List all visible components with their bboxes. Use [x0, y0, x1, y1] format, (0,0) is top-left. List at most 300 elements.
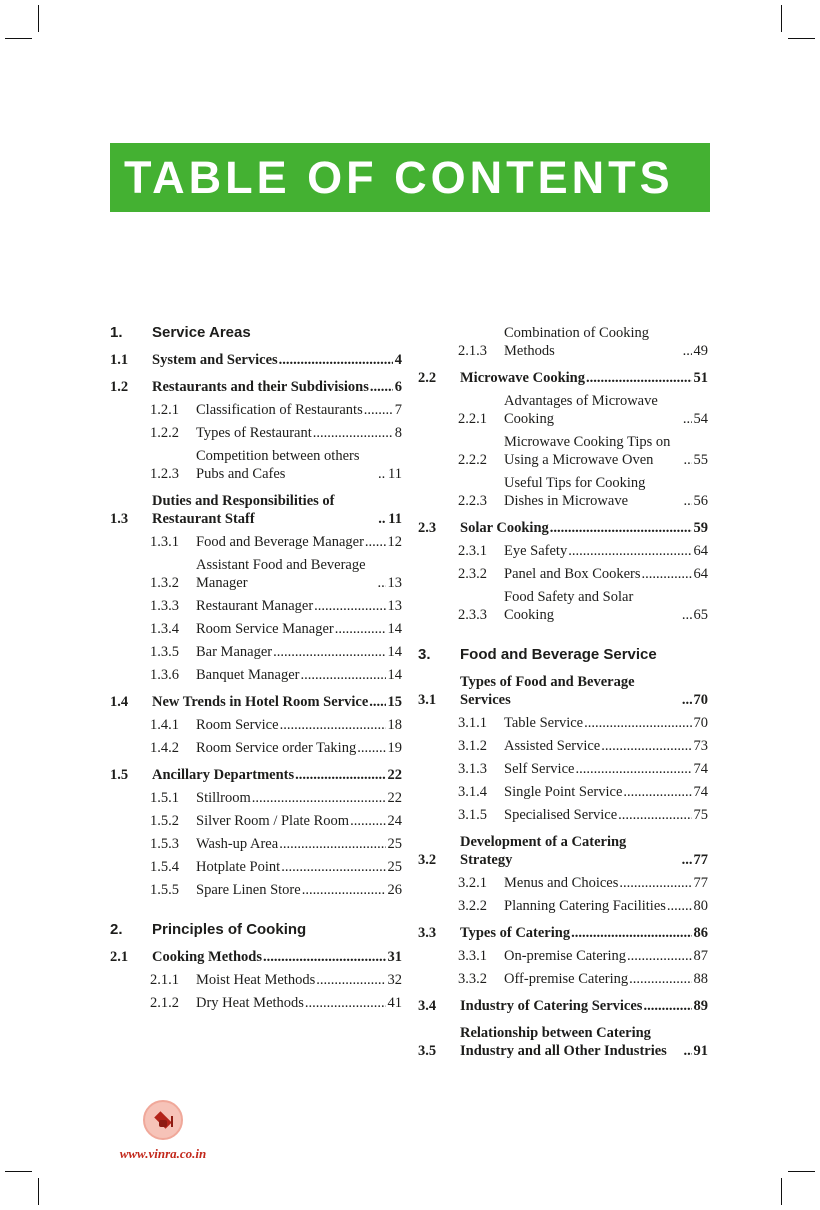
entry-number: 1.3.4 — [150, 621, 179, 637]
graduation-cap-tassel — [171, 1116, 173, 1127]
entry-number: 1.2 — [110, 379, 129, 395]
toc-entry — [110, 351, 402, 369]
entry-number: 1.5.1 — [150, 790, 179, 806]
leader-dots — [279, 351, 393, 369]
leader-dots — [313, 424, 393, 442]
entry-content — [152, 766, 402, 784]
vinra-logo — [143, 1100, 183, 1140]
entry-content — [196, 556, 402, 592]
entry-text: Combination of Cooking Methods — [504, 325, 649, 359]
entry-page: 55 — [693, 452, 708, 468]
leader-dots — [643, 997, 691, 1015]
entry-content — [196, 424, 402, 442]
leader-dots — [571, 924, 691, 942]
leader-dots — [369, 693, 385, 711]
leader-dots — [280, 716, 386, 734]
leader-dots — [364, 401, 393, 419]
leader-dots — [584, 714, 691, 732]
entry-number: 2.1.3 — [458, 343, 487, 359]
leader-dots — [684, 451, 692, 469]
entry-page: 77 — [693, 852, 708, 868]
entry-page: 11 — [388, 511, 402, 527]
entry-content — [504, 947, 708, 965]
leader-dots — [618, 806, 691, 824]
toc-entry — [110, 971, 402, 989]
entry-text: Classification of Restaurants — [196, 402, 363, 418]
toc-entry — [110, 812, 402, 830]
toc-entry — [110, 789, 402, 807]
entry-content — [504, 714, 708, 732]
toc-entry — [418, 565, 708, 583]
entry-page: 4 — [394, 352, 402, 368]
entry-number: 1.2.2 — [150, 425, 179, 441]
entry-page: 59 — [693, 520, 708, 536]
toc-entry — [418, 760, 708, 778]
entry-text: Food and Beverage Manager — [196, 534, 364, 550]
toc-entry — [418, 542, 708, 560]
leader-dots — [302, 881, 386, 899]
toc-entry — [110, 766, 402, 784]
entry-page: 74 — [693, 784, 708, 800]
entry-content — [504, 760, 708, 778]
entry-text: Types of Restaurant — [196, 425, 312, 441]
toc-entry — [110, 666, 402, 684]
leader-dots — [619, 874, 691, 892]
entry-content — [460, 997, 708, 1015]
entry-content — [504, 806, 708, 824]
leader-dots — [586, 369, 692, 387]
entry-page: 13 — [387, 598, 402, 614]
toc-right-column — [418, 324, 708, 1060]
entry-page: 77 — [693, 875, 708, 891]
entry-content — [196, 716, 402, 734]
toc-entry — [418, 783, 708, 801]
toc-entry — [110, 835, 402, 853]
leader-dots — [568, 542, 691, 560]
toc-entry — [110, 556, 402, 592]
entry-text: Restaurant Manager — [196, 598, 314, 614]
toc-entry — [110, 324, 402, 342]
entry-text: Self Service — [504, 761, 575, 777]
entry-content — [504, 542, 708, 560]
entry-page: 74 — [693, 761, 708, 777]
entry-text: Specialised Service — [504, 807, 618, 823]
leader-dots — [684, 492, 692, 510]
entry-page: 51 — [693, 370, 708, 386]
entry-text: Planning Catering Facilities — [504, 898, 666, 914]
entry-content — [196, 533, 402, 551]
leader-dots — [370, 378, 393, 396]
entry-text: Moist Heat Methods — [196, 972, 316, 988]
entry-text: Relationship between Catering Industry and all Other Industries — [460, 1025, 667, 1059]
toc-entry — [110, 597, 402, 615]
entry-page: 65 — [693, 607, 708, 623]
entry-number: 1.4.2 — [150, 740, 179, 756]
entry-text: Hotplate Point — [196, 859, 281, 875]
entry-content — [196, 881, 402, 899]
entry-number: 3.1.5 — [458, 807, 487, 823]
entry-page: 73 — [693, 738, 708, 754]
crop-mark-top-left-h — [5, 38, 32, 39]
toc-entry — [418, 947, 708, 965]
toc-entry — [110, 716, 402, 734]
entry-number: 1.4.1 — [150, 717, 179, 733]
entry-text: Solar Cooking — [460, 520, 549, 536]
entry-text: New Trends in Hotel Room Service — [152, 694, 369, 710]
leader-dots — [357, 739, 385, 757]
leader-dots — [377, 574, 385, 592]
crop-mark-bottom-left-h — [5, 1171, 32, 1172]
leader-dots — [627, 947, 691, 965]
entry-page: 54 — [693, 411, 708, 427]
entry-number: 2.1.2 — [150, 995, 179, 1011]
leader-dots — [683, 342, 692, 360]
entry-page: 26 — [387, 882, 402, 898]
entry-text: Advantages of Microwave Cooking — [504, 393, 658, 427]
entry-content — [152, 378, 402, 396]
entry-page: 11 — [388, 466, 402, 482]
title-banner — [110, 143, 710, 212]
leader-dots — [642, 565, 692, 583]
entry-content — [504, 433, 708, 469]
entry-page: 31 — [387, 949, 402, 965]
entry-content — [152, 351, 402, 369]
entry-text: Food and Beverage Service — [460, 646, 657, 663]
crop-mark-bottom-right-h — [788, 1171, 815, 1172]
entry-text: Cooking Methods — [152, 949, 262, 965]
entry-content — [196, 666, 402, 684]
entry-text: Duties and Responsibilities of Restaurant Staff — [152, 493, 335, 527]
toc-entry — [110, 401, 402, 419]
entry-content — [196, 620, 402, 638]
entry-content — [196, 739, 402, 757]
graduation-cap-base — [159, 1120, 167, 1127]
entry-page: 7 — [394, 402, 402, 418]
entry-text: Principles of Cooking — [152, 921, 307, 938]
crop-mark-top-right-v — [781, 5, 782, 32]
leader-dots — [350, 812, 385, 830]
toc-entry — [418, 369, 708, 387]
entry-page: 91 — [693, 1043, 708, 1059]
entry-number: 1.2.3 — [150, 466, 179, 482]
entry-text: Types of Catering — [460, 925, 571, 941]
entry-content — [196, 447, 402, 483]
leader-dots — [335, 620, 386, 638]
toc-entry — [110, 693, 402, 711]
toc-entry — [418, 997, 708, 1015]
toc-entry — [110, 447, 402, 483]
entry-number: 1.5.2 — [150, 813, 179, 829]
entry-number: 3.2.1 — [458, 875, 487, 891]
entry-page: 14 — [387, 621, 402, 637]
entry-number: 1.1 — [110, 352, 129, 368]
entry-text: Room Service order Taking — [196, 740, 357, 756]
entry-content — [504, 588, 708, 624]
toc-entry — [110, 994, 402, 1012]
entry-page: 22 — [387, 790, 402, 806]
leader-dots — [623, 783, 691, 801]
entry-content — [504, 392, 708, 428]
toc-entry — [418, 433, 708, 469]
entry-text: Assistant Food and Beverage Manager — [196, 557, 366, 591]
leader-dots — [365, 533, 386, 551]
leader-dots — [252, 789, 386, 807]
entry-page: 64 — [693, 566, 708, 582]
entry-text: Panel and Box Cookers — [504, 566, 641, 582]
entry-text: Food Safety and Solar Cooking — [504, 589, 634, 623]
entry-content — [460, 673, 708, 709]
entry-content — [196, 643, 402, 661]
toc-entry — [418, 392, 708, 428]
entry-content — [460, 1024, 708, 1060]
toc-entry — [110, 643, 402, 661]
entry-content — [460, 833, 708, 869]
entry-page: 25 — [387, 859, 402, 875]
entry-content — [196, 835, 402, 853]
entry-page: 8 — [394, 425, 402, 441]
entry-content — [460, 369, 708, 387]
toc-entry — [418, 874, 708, 892]
entry-text: Competition between others Pubs and Cafes — [196, 448, 360, 482]
website-text: www.vinra.co.in — [119, 1146, 207, 1161]
toc-entry — [418, 806, 708, 824]
entry-number: 2.3.2 — [458, 566, 487, 582]
page-title: TABLE OF CONTENTS — [124, 151, 674, 203]
entry-number: 2.3.3 — [458, 607, 487, 623]
entry-page: 18 — [387, 717, 402, 733]
entry-number: 2.1.1 — [150, 972, 179, 988]
leader-dots — [575, 760, 691, 778]
toc-entry — [110, 739, 402, 757]
crop-mark-top-left-v — [38, 5, 39, 32]
entry-number: 1.3.5 — [150, 644, 179, 660]
entry-page: 70 — [693, 715, 708, 731]
entry-text: Assisted Service — [504, 738, 601, 754]
leader-dots — [682, 851, 692, 869]
entry-text: Dry Heat Methods — [196, 995, 304, 1011]
entry-number: 1.3.2 — [150, 575, 179, 591]
toc-entry — [418, 970, 708, 988]
entry-page: 86 — [693, 925, 708, 941]
entry-number: 3.3.2 — [458, 971, 487, 987]
entry-number: 1.5.5 — [150, 882, 179, 898]
entry-text: Types of Food and Beverage Services — [460, 674, 635, 708]
entry-text: Silver Room / Plate Room — [196, 813, 350, 829]
entry-page: 12 — [387, 534, 402, 550]
entry-page: 80 — [693, 898, 708, 914]
entry-text: Single Point Service — [504, 784, 623, 800]
entry-text: Microwave Cooking Tips on Using a Microwave Oven — [504, 434, 671, 468]
entry-text: Bar Manager — [196, 644, 273, 660]
entry-content — [152, 492, 402, 528]
entry-page: 70 — [693, 692, 708, 708]
entry-number: 3. — [418, 646, 431, 663]
entry-number: 3.1 — [418, 692, 437, 708]
entry-number: 1.4 — [110, 694, 129, 710]
leader-dots — [550, 519, 692, 537]
entry-number: 2.1 — [110, 949, 129, 965]
entry-number: 1.3 — [110, 511, 129, 527]
entry-number: 2.2.1 — [458, 411, 487, 427]
entry-content — [196, 971, 402, 989]
entry-number: 3.1.2 — [458, 738, 487, 754]
entry-content — [504, 874, 708, 892]
entry-text: On-premise Catering — [504, 948, 627, 964]
entry-page: 89 — [693, 998, 708, 1014]
toc-entry — [110, 858, 402, 876]
entry-page: 64 — [693, 543, 708, 559]
toc-entry — [418, 474, 708, 510]
entry-content — [504, 783, 708, 801]
entry-text: Restaurants and their Subdivisions — [152, 379, 369, 395]
entry-page: 41 — [387, 995, 402, 1011]
entry-number: 2.2 — [418, 370, 437, 386]
entry-content — [460, 646, 708, 664]
entry-number: 3.5 — [418, 1043, 437, 1059]
entry-page: 88 — [693, 971, 708, 987]
leader-dots — [682, 606, 692, 624]
entry-text: Development of a Catering Strategy — [460, 834, 627, 868]
entry-content — [196, 789, 402, 807]
entry-number: 3.1.3 — [458, 761, 487, 777]
crop-mark-bottom-right-v — [781, 1178, 782, 1205]
leader-dots — [667, 897, 692, 915]
entry-content — [460, 519, 708, 537]
leader-dots — [279, 835, 385, 853]
entry-number: 3.2 — [418, 852, 437, 868]
entry-text: System and Services — [152, 352, 278, 368]
entry-text: Room Service Manager — [196, 621, 334, 637]
crop-mark-top-right-h — [788, 38, 815, 39]
entry-content — [196, 994, 402, 1012]
leader-dots — [295, 766, 385, 784]
entry-page: 49 — [693, 343, 708, 359]
entry-content — [152, 948, 402, 966]
publisher-logo-block — [118, 1100, 208, 1162]
entry-content — [196, 401, 402, 419]
leader-dots — [305, 994, 386, 1012]
entry-number: 3.3 — [418, 925, 437, 941]
entry-number: 1.3.6 — [150, 667, 179, 683]
entry-content — [196, 597, 402, 615]
entry-content — [504, 897, 708, 915]
entry-text: Off-premise Catering — [504, 971, 629, 987]
toc-entry — [418, 324, 708, 360]
leader-dots — [314, 597, 385, 615]
entry-page: 87 — [693, 948, 708, 964]
toc-entry — [418, 1024, 708, 1060]
leader-dots — [683, 410, 692, 428]
toc-entry — [418, 833, 708, 869]
toc-entry — [110, 881, 402, 899]
entry-number: 1. — [110, 324, 123, 341]
leader-dots — [378, 465, 386, 483]
leader-dots — [684, 1042, 692, 1060]
leader-dots — [601, 737, 691, 755]
toc-entry — [110, 921, 402, 939]
entry-page: 15 — [387, 694, 402, 710]
entry-content — [504, 737, 708, 755]
entry-page: 56 — [693, 493, 708, 509]
entry-number: 1.5.3 — [150, 836, 179, 852]
entry-content — [504, 970, 708, 988]
entry-content — [504, 474, 708, 510]
entry-text: Stillroom — [196, 790, 251, 806]
toc-entry — [110, 533, 402, 551]
entry-content — [152, 693, 402, 711]
entry-number: 3.2.2 — [458, 898, 487, 914]
crop-mark-bottom-left-v — [38, 1178, 39, 1205]
leader-dots — [300, 666, 385, 684]
entry-page: 14 — [387, 667, 402, 683]
entry-number: 2.2.2 — [458, 452, 487, 468]
entry-text: Service Areas — [152, 324, 251, 341]
entry-text: Wash-up Area — [196, 836, 279, 852]
leader-dots — [629, 970, 691, 988]
entry-number: 1.5.4 — [150, 859, 179, 875]
entry-number: 2. — [110, 921, 123, 938]
entry-number: 1.3.1 — [150, 534, 179, 550]
entry-number: 2.3 — [418, 520, 437, 536]
entry-text: Ancillary Departments — [152, 767, 295, 783]
entry-page: 19 — [387, 740, 402, 756]
entry-content — [196, 858, 402, 876]
toc-entry — [418, 519, 708, 537]
entry-content — [196, 812, 402, 830]
entry-number: 1.3.3 — [150, 598, 179, 614]
toc-left-column — [110, 324, 402, 1012]
entry-text: Eye Safety — [504, 543, 568, 559]
entry-text: Microwave Cooking — [460, 370, 585, 386]
leader-dots — [682, 691, 692, 709]
entry-number: 3.1.4 — [458, 784, 487, 800]
toc-entry — [110, 378, 402, 396]
entry-text: Room Service — [196, 717, 279, 733]
entry-page: 32 — [387, 972, 402, 988]
entry-text: Banquet Manager — [196, 667, 300, 683]
toc-entry — [418, 924, 708, 942]
entry-content — [504, 324, 708, 360]
leader-dots — [316, 971, 385, 989]
leader-dots — [273, 643, 385, 661]
entry-page: 6 — [394, 379, 402, 395]
entry-content — [152, 921, 402, 939]
entry-page: 24 — [387, 813, 402, 829]
entry-page: 14 — [387, 644, 402, 660]
leader-dots — [378, 510, 386, 528]
entry-content — [504, 565, 708, 583]
toc-entry — [418, 646, 708, 664]
toc-entry — [110, 492, 402, 528]
entry-number: 2.2.3 — [458, 493, 487, 509]
entry-content — [460, 924, 708, 942]
toc-entry — [418, 714, 708, 732]
entry-number: 1.2.1 — [150, 402, 179, 418]
entry-number: 1.5 — [110, 767, 129, 783]
leader-dots — [263, 948, 386, 966]
entry-number: 3.1.1 — [458, 715, 487, 731]
leader-dots — [281, 858, 385, 876]
toc-entry — [418, 588, 708, 624]
entry-page: 75 — [693, 807, 708, 823]
entry-number: 3.4 — [418, 998, 437, 1014]
toc-entry — [110, 424, 402, 442]
entry-text: Menus and Choices — [504, 875, 619, 891]
entry-page: 25 — [387, 836, 402, 852]
entry-text: Useful Tips for Cooking Dishes in Microwave — [504, 475, 646, 509]
entry-number: 2.3.1 — [458, 543, 487, 559]
entry-text: Table Service — [504, 715, 584, 731]
